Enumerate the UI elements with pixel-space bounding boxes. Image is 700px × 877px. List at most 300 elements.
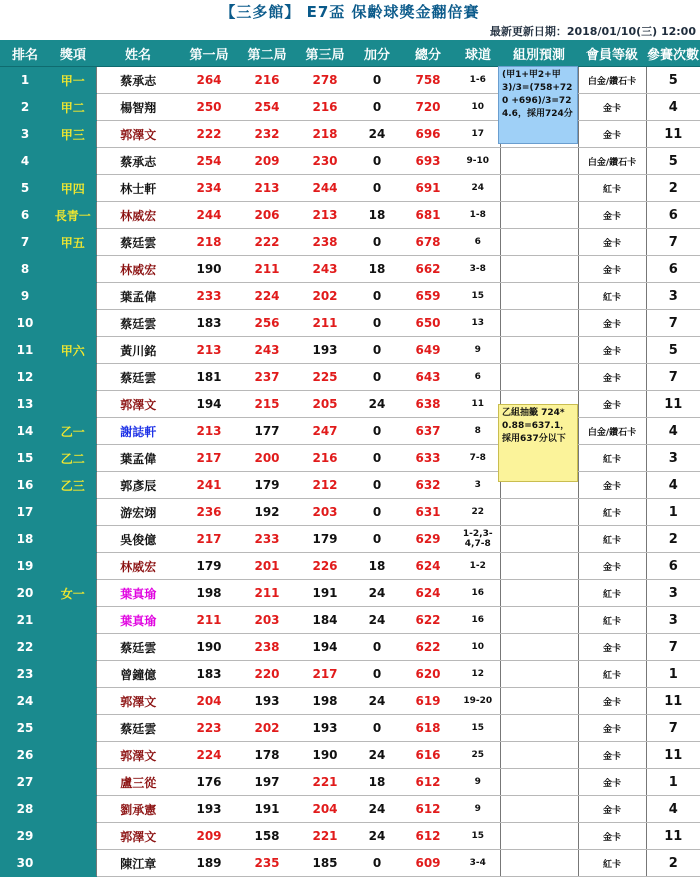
row-total: 618 bbox=[400, 715, 456, 742]
row-member-level: 金卡 bbox=[578, 688, 646, 715]
row-game2: 178 bbox=[238, 742, 296, 769]
table-row bbox=[0, 337, 700, 364]
row-award bbox=[50, 742, 96, 769]
group-a-prediction-note: (甲1+甲2+甲3)/3=(758+720 +696)/3=724.6，採用724分 bbox=[498, 66, 578, 144]
row-award bbox=[50, 823, 96, 850]
row-award: 甲三 bbox=[50, 121, 96, 148]
row-rank: 12 bbox=[0, 364, 50, 391]
row-game1: 236 bbox=[180, 499, 238, 526]
row-total: 693 bbox=[400, 148, 456, 175]
row-rank: 16 bbox=[0, 472, 50, 499]
row-game2: 201 bbox=[238, 553, 296, 580]
row-bonus: 0 bbox=[354, 634, 400, 661]
row-member-level: 金卡 bbox=[578, 715, 646, 742]
row-game3: 213 bbox=[296, 202, 354, 229]
row-bonus: 18 bbox=[354, 553, 400, 580]
row-group-prediction bbox=[500, 796, 578, 823]
row-name: 謝誌軒 bbox=[96, 418, 180, 445]
header-group-prediction: 組別預測 bbox=[500, 40, 578, 67]
last-updated-text: 最新更新日期：2018/01/10(三) 12:00 bbox=[489, 25, 696, 38]
table-row bbox=[0, 688, 700, 715]
row-lane: 6 bbox=[456, 229, 500, 256]
row-name: 劉承憲 bbox=[96, 796, 180, 823]
table-row bbox=[0, 391, 700, 418]
row-name: 郭澤文 bbox=[96, 688, 180, 715]
table-row bbox=[0, 418, 700, 445]
row-bonus: 0 bbox=[354, 418, 400, 445]
row-lane: 9 bbox=[456, 769, 500, 796]
table-row bbox=[0, 94, 700, 121]
row-group-prediction bbox=[500, 769, 578, 796]
row-bonus: 0 bbox=[354, 499, 400, 526]
row-member-level: 金卡 bbox=[578, 391, 646, 418]
row-name: 蔡廷雲 bbox=[96, 715, 180, 742]
table-row bbox=[0, 850, 700, 877]
row-bonus: 24 bbox=[354, 688, 400, 715]
row-rank: 27 bbox=[0, 769, 50, 796]
row-rank: 18 bbox=[0, 526, 50, 553]
row-bonus: 0 bbox=[354, 850, 400, 877]
row-game2: 206 bbox=[238, 202, 296, 229]
row-lane: 1-8 bbox=[456, 202, 500, 229]
row-game3: 221 bbox=[296, 823, 354, 850]
row-award bbox=[50, 364, 96, 391]
row-game2: 232 bbox=[238, 121, 296, 148]
table-row bbox=[0, 553, 700, 580]
row-game3: 230 bbox=[296, 148, 354, 175]
row-award bbox=[50, 283, 96, 310]
row-entry-count: 1 bbox=[646, 661, 700, 688]
row-award: 甲四 bbox=[50, 175, 96, 202]
table-row bbox=[0, 823, 700, 850]
row-award bbox=[50, 661, 96, 688]
row-entry-count: 2 bbox=[646, 850, 700, 877]
row-game2: 216 bbox=[238, 67, 296, 94]
row-game2: 197 bbox=[238, 769, 296, 796]
row-game1: 194 bbox=[180, 391, 238, 418]
row-award bbox=[50, 553, 96, 580]
row-name: 林威宏 bbox=[96, 553, 180, 580]
row-lane: 19-20 bbox=[456, 688, 500, 715]
row-lane: 1-2,3-4,7-8 bbox=[456, 526, 500, 553]
row-lane: 1-2 bbox=[456, 553, 500, 580]
row-total: 609 bbox=[400, 850, 456, 877]
table-row bbox=[0, 121, 700, 148]
row-member-level: 金卡 bbox=[578, 553, 646, 580]
row-award: 甲二 bbox=[50, 94, 96, 121]
row-bonus: 0 bbox=[354, 472, 400, 499]
row-group-prediction bbox=[500, 823, 578, 850]
row-member-level: 金卡 bbox=[578, 337, 646, 364]
row-group-prediction bbox=[500, 715, 578, 742]
row-lane: 11 bbox=[456, 391, 500, 418]
table-row bbox=[0, 580, 700, 607]
row-group-prediction bbox=[500, 607, 578, 634]
row-lane: 6 bbox=[456, 364, 500, 391]
row-game2: 191 bbox=[238, 796, 296, 823]
table-body bbox=[0, 67, 700, 877]
row-total: 612 bbox=[400, 769, 456, 796]
row-member-level: 紅卡 bbox=[578, 580, 646, 607]
row-member-level: 白金/鑽石卡 bbox=[578, 148, 646, 175]
table-header bbox=[0, 40, 700, 67]
row-bonus: 24 bbox=[354, 121, 400, 148]
row-lane: 15 bbox=[456, 283, 500, 310]
row-game1: 244 bbox=[180, 202, 238, 229]
row-game2: 211 bbox=[238, 580, 296, 607]
row-rank: 30 bbox=[0, 850, 50, 877]
row-member-level: 紅卡 bbox=[578, 445, 646, 472]
row-rank: 21 bbox=[0, 607, 50, 634]
row-game3: 216 bbox=[296, 445, 354, 472]
row-game2: 233 bbox=[238, 526, 296, 553]
row-group-prediction bbox=[500, 283, 578, 310]
row-member-level: 紅卡 bbox=[578, 499, 646, 526]
row-game2: 243 bbox=[238, 337, 296, 364]
row-game1: 211 bbox=[180, 607, 238, 634]
row-game2: 192 bbox=[238, 499, 296, 526]
table-row bbox=[0, 607, 700, 634]
row-bonus: 0 bbox=[354, 445, 400, 472]
row-game1: 204 bbox=[180, 688, 238, 715]
row-group-prediction bbox=[500, 499, 578, 526]
row-rank: 6 bbox=[0, 202, 50, 229]
row-group-prediction bbox=[500, 337, 578, 364]
row-member-level: 紅卡 bbox=[578, 283, 646, 310]
row-rank: 2 bbox=[0, 94, 50, 121]
row-rank: 26 bbox=[0, 742, 50, 769]
row-lane: 15 bbox=[456, 715, 500, 742]
row-rank: 7 bbox=[0, 229, 50, 256]
row-bonus: 0 bbox=[354, 283, 400, 310]
row-group-prediction bbox=[500, 580, 578, 607]
row-game3: 193 bbox=[296, 337, 354, 364]
row-game2: 224 bbox=[238, 283, 296, 310]
row-award: 甲五 bbox=[50, 229, 96, 256]
row-bonus: 0 bbox=[354, 148, 400, 175]
row-member-level: 金卡 bbox=[578, 634, 646, 661]
header-rank: 排名 bbox=[0, 40, 50, 67]
row-game2: 237 bbox=[238, 364, 296, 391]
row-game3: 221 bbox=[296, 769, 354, 796]
row-name: 蔡廷雲 bbox=[96, 364, 180, 391]
row-name: 蔡承志 bbox=[96, 148, 180, 175]
row-total: 631 bbox=[400, 499, 456, 526]
header-entry-count: 參賽次數 bbox=[646, 40, 700, 67]
row-name: 曾鐘億 bbox=[96, 661, 180, 688]
row-game1: 181 bbox=[180, 364, 238, 391]
row-entry-count: 7 bbox=[646, 634, 700, 661]
row-game2: 213 bbox=[238, 175, 296, 202]
table-row bbox=[0, 472, 700, 499]
row-group-prediction bbox=[500, 202, 578, 229]
row-entry-count: 1 bbox=[646, 499, 700, 526]
row-game3: 243 bbox=[296, 256, 354, 283]
row-entry-count: 11 bbox=[646, 688, 700, 715]
row-total: 649 bbox=[400, 337, 456, 364]
row-game3: 238 bbox=[296, 229, 354, 256]
row-game3: 226 bbox=[296, 553, 354, 580]
row-game3: 211 bbox=[296, 310, 354, 337]
row-total: 758 bbox=[400, 67, 456, 94]
row-game1: 190 bbox=[180, 256, 238, 283]
row-group-prediction bbox=[500, 661, 578, 688]
row-group-prediction bbox=[500, 256, 578, 283]
row-total: 662 bbox=[400, 256, 456, 283]
row-group-prediction bbox=[500, 850, 578, 877]
row-game3: 184 bbox=[296, 607, 354, 634]
row-game3: 202 bbox=[296, 283, 354, 310]
row-award: 乙三 bbox=[50, 472, 96, 499]
row-game1: 176 bbox=[180, 769, 238, 796]
row-bonus: 0 bbox=[354, 715, 400, 742]
row-game1: 241 bbox=[180, 472, 238, 499]
table-row bbox=[0, 67, 700, 94]
row-rank: 14 bbox=[0, 418, 50, 445]
row-lane: 13 bbox=[456, 310, 500, 337]
row-entry-count: 5 bbox=[646, 337, 700, 364]
row-game1: 254 bbox=[180, 148, 238, 175]
row-game1: 264 bbox=[180, 67, 238, 94]
row-award bbox=[50, 715, 96, 742]
row-name: 楊智翔 bbox=[96, 94, 180, 121]
table-row bbox=[0, 499, 700, 526]
row-lane: 15 bbox=[456, 823, 500, 850]
row-entry-count: 11 bbox=[646, 823, 700, 850]
row-lane: 10 bbox=[456, 94, 500, 121]
row-total: 619 bbox=[400, 688, 456, 715]
results-table bbox=[0, 40, 700, 877]
row-game1: 217 bbox=[180, 445, 238, 472]
row-game3: 212 bbox=[296, 472, 354, 499]
row-lane: 16 bbox=[456, 607, 500, 634]
header-name: 姓名 bbox=[96, 40, 180, 67]
row-game3: 191 bbox=[296, 580, 354, 607]
row-award bbox=[50, 526, 96, 553]
row-game2: 215 bbox=[238, 391, 296, 418]
row-lane: 17 bbox=[456, 121, 500, 148]
row-bonus: 0 bbox=[354, 94, 400, 121]
row-total: 612 bbox=[400, 796, 456, 823]
row-rank: 1 bbox=[0, 67, 50, 94]
row-total: 612 bbox=[400, 823, 456, 850]
row-bonus: 24 bbox=[354, 580, 400, 607]
row-game2: 193 bbox=[238, 688, 296, 715]
row-group-prediction bbox=[500, 229, 578, 256]
row-member-level: 紅卡 bbox=[578, 175, 646, 202]
row-rank: 17 bbox=[0, 499, 50, 526]
row-game2: 222 bbox=[238, 229, 296, 256]
row-game2: 209 bbox=[238, 148, 296, 175]
row-rank: 23 bbox=[0, 661, 50, 688]
row-award bbox=[50, 607, 96, 634]
row-member-level: 紅卡 bbox=[578, 661, 646, 688]
row-game3: 190 bbox=[296, 742, 354, 769]
row-game3: 194 bbox=[296, 634, 354, 661]
row-entry-count: 4 bbox=[646, 418, 700, 445]
row-award bbox=[50, 256, 96, 283]
row-game3: 193 bbox=[296, 715, 354, 742]
row-game1: 213 bbox=[180, 418, 238, 445]
header-award: 獎項 bbox=[50, 40, 96, 67]
table-row bbox=[0, 445, 700, 472]
row-game3: 244 bbox=[296, 175, 354, 202]
row-total: 637 bbox=[400, 418, 456, 445]
row-game3: 185 bbox=[296, 850, 354, 877]
row-game1: 179 bbox=[180, 553, 238, 580]
row-game3: 225 bbox=[296, 364, 354, 391]
row-entry-count: 3 bbox=[646, 580, 700, 607]
row-name: 蔡承志 bbox=[96, 67, 180, 94]
row-game1: 217 bbox=[180, 526, 238, 553]
row-entry-count: 2 bbox=[646, 526, 700, 553]
row-bonus: 0 bbox=[354, 229, 400, 256]
row-rank: 11 bbox=[0, 337, 50, 364]
row-name: 蔡廷雲 bbox=[96, 634, 180, 661]
row-group-prediction bbox=[500, 148, 578, 175]
row-bonus: 24 bbox=[354, 391, 400, 418]
row-name: 林威宏 bbox=[96, 202, 180, 229]
row-rank: 8 bbox=[0, 256, 50, 283]
row-game3: 179 bbox=[296, 526, 354, 553]
row-lane: 12 bbox=[456, 661, 500, 688]
row-rank: 9 bbox=[0, 283, 50, 310]
row-total: 620 bbox=[400, 661, 456, 688]
row-game1: 198 bbox=[180, 580, 238, 607]
row-name: 葉孟偉 bbox=[96, 283, 180, 310]
row-game2: 254 bbox=[238, 94, 296, 121]
row-entry-count: 5 bbox=[646, 67, 700, 94]
table-row bbox=[0, 229, 700, 256]
row-bonus: 0 bbox=[354, 310, 400, 337]
row-game2: 235 bbox=[238, 850, 296, 877]
row-total: 720 bbox=[400, 94, 456, 121]
row-game3: 216 bbox=[296, 94, 354, 121]
row-member-level: 金卡 bbox=[578, 94, 646, 121]
row-game3: 205 bbox=[296, 391, 354, 418]
row-entry-count: 2 bbox=[646, 175, 700, 202]
row-member-level: 金卡 bbox=[578, 121, 646, 148]
row-name: 黃川銘 bbox=[96, 337, 180, 364]
row-member-level: 金卡 bbox=[578, 769, 646, 796]
row-member-level: 紅卡 bbox=[578, 607, 646, 634]
row-game1: 209 bbox=[180, 823, 238, 850]
row-game1: 233 bbox=[180, 283, 238, 310]
row-name: 游宏翊 bbox=[96, 499, 180, 526]
table-row bbox=[0, 283, 700, 310]
row-game3: 278 bbox=[296, 67, 354, 94]
row-member-level: 白金/鑽石卡 bbox=[578, 418, 646, 445]
row-bonus: 24 bbox=[354, 796, 400, 823]
row-name: 林威宏 bbox=[96, 256, 180, 283]
row-entry-count: 1 bbox=[646, 769, 700, 796]
row-name: 葉孟偉 bbox=[96, 445, 180, 472]
row-entry-count: 6 bbox=[646, 256, 700, 283]
row-group-prediction bbox=[500, 688, 578, 715]
row-rank: 28 bbox=[0, 796, 50, 823]
table-row bbox=[0, 769, 700, 796]
row-game1: 193 bbox=[180, 796, 238, 823]
table-row bbox=[0, 256, 700, 283]
row-game3: 218 bbox=[296, 121, 354, 148]
row-rank: 13 bbox=[0, 391, 50, 418]
last-updated bbox=[0, 24, 700, 40]
row-game2: 200 bbox=[238, 445, 296, 472]
row-entry-count: 3 bbox=[646, 445, 700, 472]
row-game3: 247 bbox=[296, 418, 354, 445]
row-award: 甲一 bbox=[50, 67, 96, 94]
row-bonus: 0 bbox=[354, 661, 400, 688]
row-award: 甲六 bbox=[50, 337, 96, 364]
row-award bbox=[50, 499, 96, 526]
row-game1: 222 bbox=[180, 121, 238, 148]
header-game1: 第一局 bbox=[180, 40, 238, 67]
row-lane: 24 bbox=[456, 175, 500, 202]
row-group-prediction bbox=[500, 634, 578, 661]
row-game1: 234 bbox=[180, 175, 238, 202]
row-lane: 9 bbox=[456, 337, 500, 364]
row-member-level: 金卡 bbox=[578, 742, 646, 769]
row-member-level: 金卡 bbox=[578, 796, 646, 823]
row-entry-count: 11 bbox=[646, 391, 700, 418]
row-rank: 15 bbox=[0, 445, 50, 472]
row-member-level: 紅卡 bbox=[578, 850, 646, 877]
row-award: 乙一 bbox=[50, 418, 96, 445]
row-game2: 238 bbox=[238, 634, 296, 661]
table-row bbox=[0, 715, 700, 742]
row-game3: 203 bbox=[296, 499, 354, 526]
table-row bbox=[0, 526, 700, 553]
row-entry-count: 7 bbox=[646, 364, 700, 391]
row-award bbox=[50, 310, 96, 337]
row-award: 女一 bbox=[50, 580, 96, 607]
row-game1: 183 bbox=[180, 661, 238, 688]
row-entry-count: 6 bbox=[646, 553, 700, 580]
row-total: 633 bbox=[400, 445, 456, 472]
row-rank: 20 bbox=[0, 580, 50, 607]
table-row bbox=[0, 742, 700, 769]
table-row bbox=[0, 175, 700, 202]
row-name: 陳江章 bbox=[96, 850, 180, 877]
row-total: 638 bbox=[400, 391, 456, 418]
row-entry-count: 3 bbox=[646, 283, 700, 310]
row-member-level: 紅卡 bbox=[578, 526, 646, 553]
table-row bbox=[0, 796, 700, 823]
row-game3: 217 bbox=[296, 661, 354, 688]
row-rank: 5 bbox=[0, 175, 50, 202]
row-award bbox=[50, 634, 96, 661]
row-lane: 3-4 bbox=[456, 850, 500, 877]
row-rank: 4 bbox=[0, 148, 50, 175]
table-row bbox=[0, 661, 700, 688]
row-total: 624 bbox=[400, 580, 456, 607]
row-total: 622 bbox=[400, 607, 456, 634]
row-member-level: 金卡 bbox=[578, 202, 646, 229]
row-total: 650 bbox=[400, 310, 456, 337]
row-name: 盧三從 bbox=[96, 769, 180, 796]
row-bonus: 24 bbox=[354, 607, 400, 634]
page-title: 【三多館】 E7盃 保齡球獎金翻倍賽 bbox=[0, 0, 700, 24]
row-member-level: 金卡 bbox=[578, 310, 646, 337]
row-name: 吳俊億 bbox=[96, 526, 180, 553]
row-name: 郭澤文 bbox=[96, 391, 180, 418]
row-total: 616 bbox=[400, 742, 456, 769]
row-award bbox=[50, 688, 96, 715]
row-lane: 22 bbox=[456, 499, 500, 526]
row-group-prediction bbox=[500, 742, 578, 769]
header-game3: 第三局 bbox=[296, 40, 354, 67]
row-member-level: 金卡 bbox=[578, 256, 646, 283]
